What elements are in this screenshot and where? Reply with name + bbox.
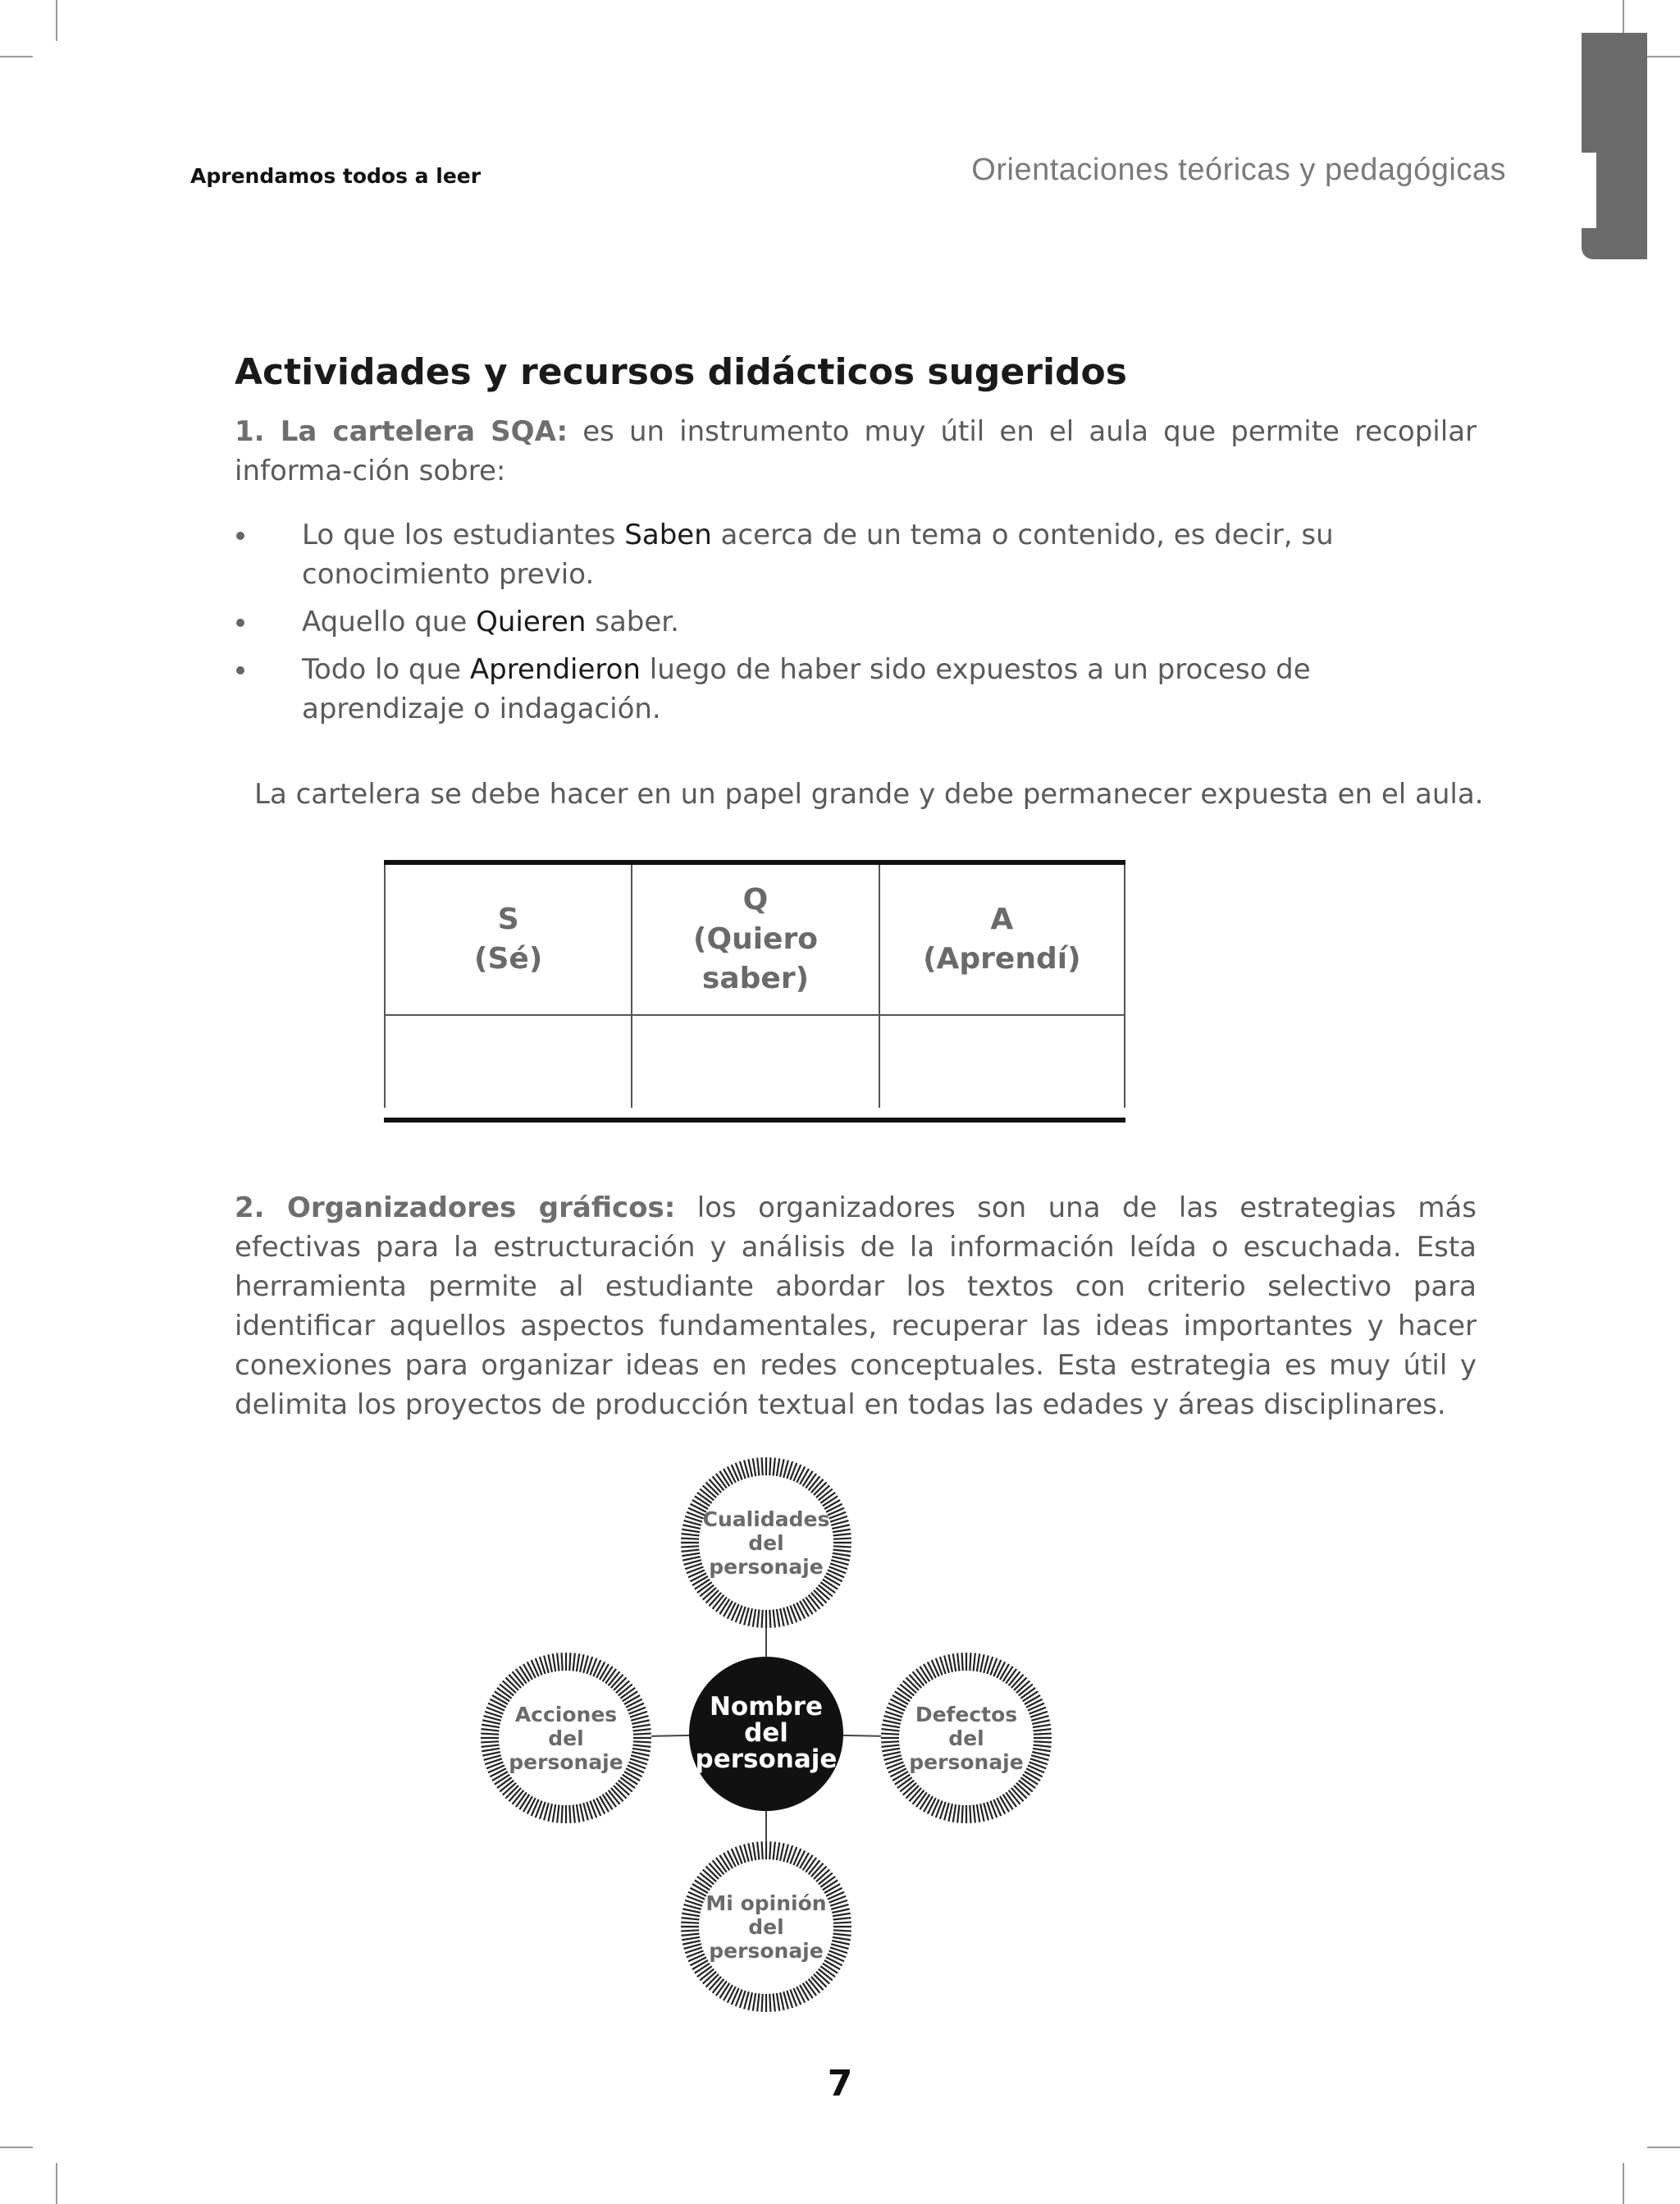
- crop-mark: [1647, 2147, 1680, 2148]
- sqa-intro-text: es un instrumento muy útil en el aula que permite recopilar informa-ción sobre:: [235, 415, 1477, 487]
- sqa-header-s: S (Sé): [384, 865, 631, 1016]
- diagram-node-defects: [881, 1653, 1052, 1823]
- keyword: Saben: [624, 519, 712, 551]
- diagram-node-opinion-label: del: [748, 1914, 784, 1939]
- diagram-node-center-label: Nombre: [709, 1691, 824, 1722]
- crop-mark: [1623, 2163, 1624, 2204]
- page-title: Actividades y recursos didácticos sugeridos: [235, 351, 1127, 393]
- diagram-node-center: [689, 1657, 843, 1811]
- keyword: Quieren: [476, 606, 587, 638]
- crop-mark: [0, 2147, 33, 2148]
- sqa-note: La cartelera se debe hacer en un papel grande y debe permanecer expuesta en el aula.: [254, 778, 1484, 811]
- diagram-node-qualities-label: personaje: [709, 1554, 824, 1579]
- diagram-node-qualities-label: Cualidades: [702, 1507, 830, 1531]
- sqa-intro-paragraph: [235, 412, 1477, 491]
- crop-mark: [1647, 56, 1680, 57]
- sqa-cell-q: [631, 1016, 878, 1108]
- diagram-node-defects-label: Defectos: [915, 1702, 1018, 1726]
- crop-mark: [56, 2163, 57, 2204]
- keyword: Aprendieron: [469, 653, 641, 686]
- diagram-node-actions-label: Acciones: [514, 1702, 618, 1726]
- diagram-node-qualities: [681, 1457, 851, 1628]
- diagram-node-opinion-label: personaje: [709, 1938, 824, 1963]
- diagram-node-center-label: del: [744, 1717, 788, 1748]
- diagram-node-center-label: personaje: [695, 1744, 838, 1774]
- sqa-cell-s: [384, 1016, 631, 1108]
- list-item: Todo lo que Aprendieron luego de haber sido expuestos a un proceso de aprendizaje o indagación.: [235, 650, 1477, 729]
- organizers-text: los organizadores son una de las estrategias más efectivas para la estructuración y análisis de la información leída o escuchada. Esta herramienta permite al estudiante abordar los textos con criterio selectivo para identificar aquellos aspectos fundamentales, recuperar las ideas importantes y hacer conexiones para organizar ideas en redes conceptuales. Esta estrategia es muy útil y delimita los proyectos de producción textual en todas las edades y áreas disciplinares.: [235, 1191, 1477, 1421]
- list-item: Lo que los estudiantes Saben acerca de un tema o contenido, es decir, su conocimiento previo.: [235, 515, 1477, 594]
- bullet-icon: [236, 532, 244, 540]
- sqa-table: [384, 860, 1125, 1123]
- sqa-cell-a: [879, 1016, 1125, 1108]
- sqa-header-q: Q (Quiero saber): [631, 865, 878, 1016]
- crop-mark: [56, 0, 57, 41]
- diagram-node-opinion: [681, 1841, 851, 2012]
- diagram-node-opinion-label: Mi opinión: [705, 1891, 827, 1915]
- chapter-tab: [1582, 33, 1647, 259]
- organizers-lead: 2. Organizadores gráficos:: [235, 1191, 676, 1224]
- diagram-node-actions-label: personaje: [509, 1749, 623, 1774]
- sqa-header-a: A (Aprendí): [879, 865, 1125, 1016]
- page-number: 7: [827, 2063, 853, 2105]
- sqa-bullet-list: [235, 515, 1477, 737]
- book-title: Aprendamos todos a leer: [190, 164, 482, 188]
- sqa-intro-lead: 1. La cartelera SQA:: [235, 415, 568, 448]
- diagram-node-defects-label: del: [948, 1726, 984, 1750]
- diagram-node-qualities-label: del: [748, 1530, 784, 1555]
- diagram-node-defects-label: personaje: [909, 1749, 1024, 1774]
- diagram-node-actions: [481, 1653, 651, 1823]
- organizers-paragraph: [235, 1188, 1477, 1424]
- bullet-icon: [236, 666, 244, 674]
- diagram-node-actions-label: del: [548, 1726, 584, 1750]
- character-organizer-diagram: [459, 1452, 1066, 2019]
- crop-mark: [0, 56, 33, 57]
- list-item: Aquello que Quieren saber.: [235, 602, 1477, 642]
- section-header: Orientaciones teóricas y pedagógicas: [971, 153, 1506, 187]
- bullet-icon: [236, 619, 244, 627]
